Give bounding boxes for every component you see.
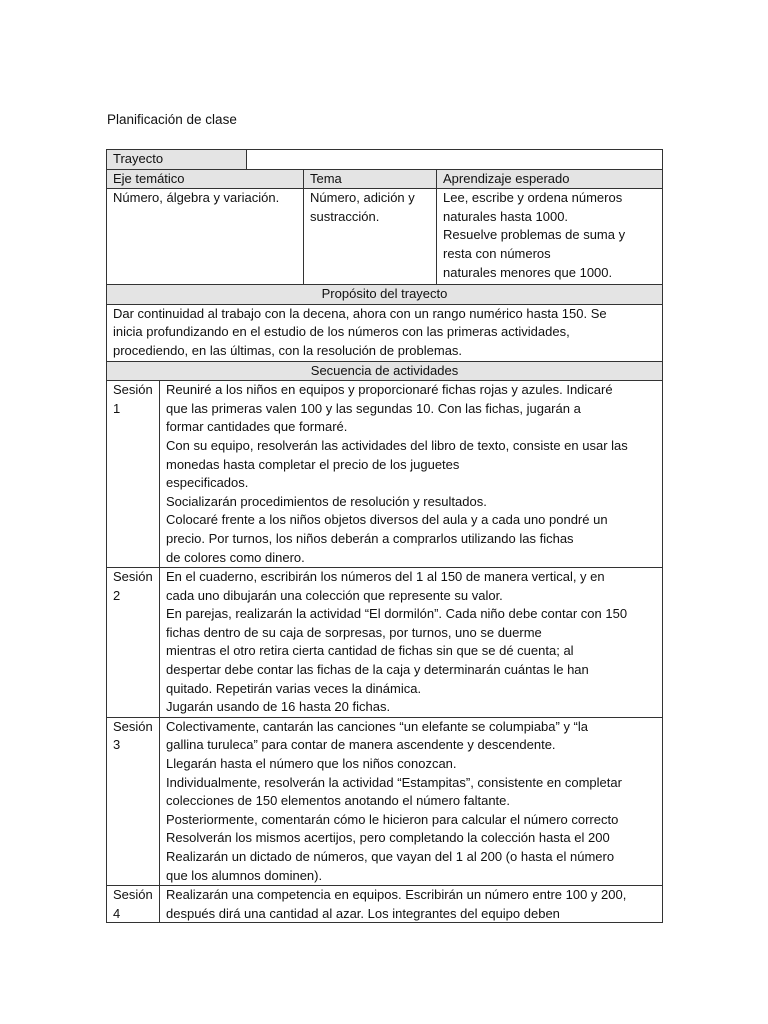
sesion-line: que las primeras valen 100 y las segundas 10. Con las fichas, jugarán a — [166, 400, 581, 416]
trayecto-label: Trayecto — [107, 150, 247, 170]
trayecto-row — [107, 150, 663, 170]
sesion-label — [107, 381, 160, 568]
proposito-row — [107, 304, 663, 361]
tema-line: Número, adición y — [310, 190, 415, 206]
sesion-line: Reuniré a los niños en equipos y proporcionaré fichas rojas y azules. Indicaré — [166, 382, 613, 398]
sesion-line: quitado. Repetirán varias veces la dinámica. — [166, 680, 422, 696]
aprendizaje-line: naturales menores que 1000. — [443, 264, 613, 280]
proposito-label: Propósito del trayecto — [107, 285, 663, 305]
sesion-content — [160, 886, 663, 923]
sesion-line: Socializarán procedimientos de resolución y resultados. — [166, 493, 487, 509]
sesion-line: Con su equipo, resolverán las actividades del libro de texto, consiste en usar las — [166, 437, 628, 453]
sesion-label — [107, 717, 160, 885]
sesion-label-number: 3 — [113, 737, 121, 753]
sesion-line: Colocaré frente a los niños objetos diversos del aula y a cada uno pondré un — [166, 512, 608, 528]
sesion-line: después dirá una cantidad al azar. Los integrantes del equipo deben — [166, 905, 560, 921]
sesion-content — [160, 381, 663, 568]
sesion-line: precio. Por turnos, los niños deberán a comprarlos utilizando las fichas — [166, 530, 574, 546]
header-tema: Tema — [304, 169, 437, 189]
sesion-line: Jugarán usando de 16 hasta 20 fichas. — [166, 699, 391, 715]
sesion-label-word: Sesión — [113, 569, 153, 585]
aprendizaje-line: Resuelve problemas de suma y — [443, 227, 626, 243]
sesion-line: En el cuaderno, escribirán los números del 1 al 150 de manera vertical, y en — [166, 569, 605, 585]
sesion-line: Llegarán hasta el número que los niños conozcan. — [166, 756, 457, 772]
secuencia-header-row — [107, 361, 663, 381]
sesion-line: gallina turuleca” para contar de manera ascendente y descendente. — [166, 737, 556, 753]
aprendizaje-line: resta con números — [443, 245, 551, 261]
header-aprendizaje: Aprendizaje esperado — [437, 169, 663, 189]
sesion-label — [107, 886, 160, 923]
sesion-line: colecciones de 150 elementos anotando el número faltante. — [166, 793, 511, 809]
sesion-line: de colores como dinero. — [166, 549, 305, 565]
sesion-row — [107, 717, 663, 885]
sesion-line: Realizarán un dictado de números, que vayan del 1 al 200 (o hasta el número — [166, 849, 615, 864]
sesion-line: fichas dentro de su caja de sorpresas, por turnos, uno se duerme — [166, 624, 542, 640]
eje-value: Número, álgebra y variación. — [107, 189, 304, 285]
sesion-label-number: 4 — [113, 905, 121, 921]
proposito-text — [107, 304, 663, 361]
sesion-row — [107, 381, 663, 568]
content-row — [107, 189, 663, 285]
sesion-line: Resolverán los mismos acertijos, pero completando la colección hasta el 200 — [166, 830, 610, 846]
sesion-line: formar cantidades que formaré. — [166, 419, 348, 435]
tema-line: sustracción. — [310, 208, 380, 224]
sesion-row — [107, 568, 663, 718]
sesion-content — [160, 568, 663, 718]
sesion-row — [107, 886, 663, 923]
sesion-line: especificados. — [166, 475, 249, 491]
sesion-label-number: 1 — [113, 400, 121, 416]
aprendizaje-line: naturales hasta 1000. — [443, 208, 569, 224]
sesion-label-word: Sesión — [113, 887, 153, 903]
sesion-label — [107, 568, 160, 718]
sesion-line: Posteriormente, comentarán cómo le hicieron para calcular el número correcto — [166, 811, 619, 827]
page-title: Planificación de clase — [107, 112, 237, 127]
proposito-line: Dar continuidad al trabajo con la decena, ahora con un rango numérico hasta 150. Se — [113, 305, 607, 321]
sesion-line: monedas hasta completar el precio de los juguetes — [166, 456, 460, 472]
sesion-line: Individualmente, resolverán la actividad “Estampitas”, consistente en completar — [166, 774, 622, 790]
secuencia-label: Secuencia de actividades — [107, 361, 663, 381]
proposito-line: inicia profundizando en el estudio de los números con las primeras actividades, — [113, 324, 570, 340]
header-row — [107, 169, 663, 189]
sesion-line: despertar debe contar las fichas de la caja y determinarán cuántas le han — [166, 662, 589, 678]
sesion-line: Colectivamente, cantarán las canciones “un elefante se columpiaba” y “la — [166, 718, 589, 734]
sesion-content — [160, 717, 663, 885]
sesion-line: En parejas, realizarán la actividad “El dormilón”. Cada niño debe contar con 150 — [166, 606, 628, 622]
sesion-line: mientras el otro retira cierta cantidad de fichas sin que se dé cuenta; al — [166, 643, 574, 659]
tema-value — [304, 189, 437, 285]
sesion-line: cada uno dibujarán una colección que represente su valor. — [166, 587, 503, 603]
aprendizaje-value — [437, 189, 663, 285]
sesion-label-word: Sesión — [113, 718, 153, 734]
header-eje: Eje temático — [107, 169, 304, 189]
trayecto-value — [247, 150, 663, 170]
planning-table — [106, 149, 662, 923]
aprendizaje-line: Lee, escribe y ordena números — [443, 190, 623, 206]
sesion-label-word: Sesión — [113, 382, 153, 398]
sesion-line: que los alumnos dominen). — [166, 867, 323, 883]
sesion-label-number: 2 — [113, 587, 121, 603]
sesion-line: Realizarán una competencia en equipos. Escribirán un número entre 100 y 200, — [166, 887, 627, 903]
proposito-header-row — [107, 285, 663, 305]
proposito-line: procediendo, en las últimas, con la resolución de problemas. — [113, 342, 463, 358]
